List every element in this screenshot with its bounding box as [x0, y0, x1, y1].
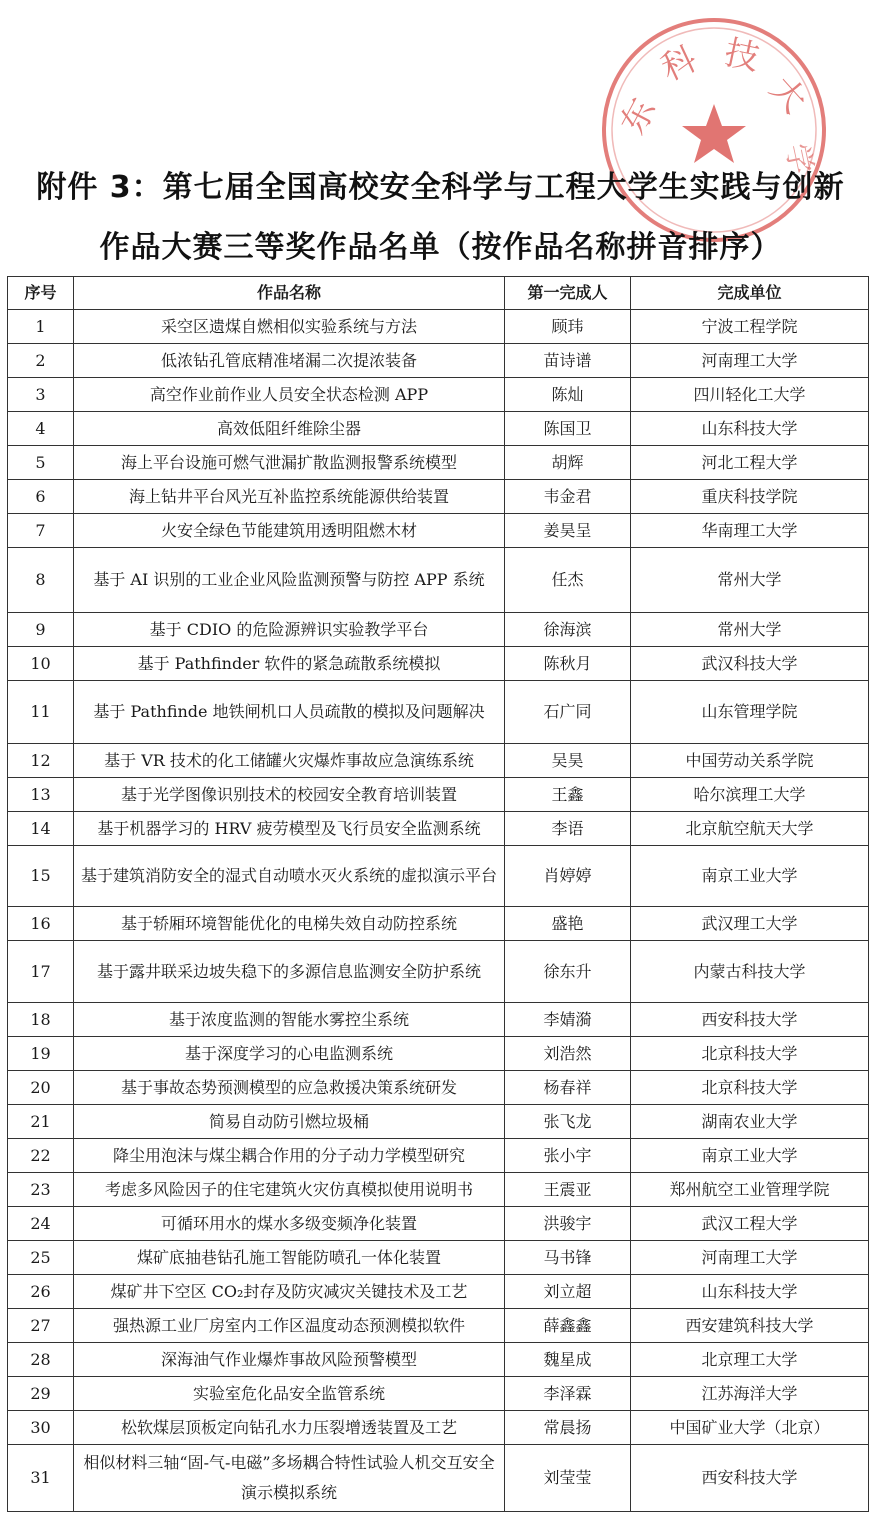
row-unit: 常州大学: [631, 548, 869, 613]
row-index: 3: [8, 378, 74, 412]
row-unit: 华南理工大学: [631, 514, 869, 548]
row-index: 12: [8, 744, 74, 778]
table-row: [8, 378, 869, 412]
row-work-name: 基于浓度监测的智能水雾控尘系统: [74, 1003, 505, 1037]
header-first-author: 第一完成人: [505, 277, 631, 310]
row-work-name: 低浓钻孔管底精准堵漏二次提浓装备: [74, 344, 505, 378]
table-row: [8, 1377, 869, 1411]
row-first-author: 李婧漪: [505, 1003, 631, 1037]
row-index: 6: [8, 480, 74, 514]
row-first-author: 姜昊呈: [505, 514, 631, 548]
row-first-author: 徐东升: [505, 941, 631, 1003]
row-work-name: 基于建筑消防安全的湿式自动喷水灭火系统的虚拟演示平台: [74, 846, 505, 907]
row-first-author: 王鑫: [505, 778, 631, 812]
row-index: 13: [8, 778, 74, 812]
row-work-name: 降尘用泡沫与煤尘耦合作用的分子动力学模型研究: [74, 1139, 505, 1173]
table-row: [8, 1275, 869, 1309]
table-row: [8, 907, 869, 941]
table-row: [8, 1037, 869, 1071]
table-row: [8, 846, 869, 907]
svg-text:科: 科: [655, 38, 703, 90]
header-work-name: 作品名称: [74, 277, 505, 310]
row-work-name: 基于光学图像识别技术的校园安全教育培训装置: [74, 778, 505, 812]
row-first-author: 任杰: [505, 548, 631, 613]
row-index: 16: [8, 907, 74, 941]
table-row: [8, 1445, 869, 1512]
row-first-author: 刘浩然: [505, 1037, 631, 1071]
row-work-name: 相似材料三轴“固-气-电磁”多场耦合特性试验人机交互安全演示模拟系统: [74, 1445, 505, 1512]
row-first-author: 洪骏宇: [505, 1207, 631, 1241]
table-row: [8, 941, 869, 1003]
row-first-author: 马书锋: [505, 1241, 631, 1275]
table-row: [8, 744, 869, 778]
table-row: [8, 1207, 869, 1241]
row-index: 20: [8, 1071, 74, 1105]
row-first-author: 张小宇: [505, 1139, 631, 1173]
row-work-name: 采空区遗煤自燃相似实验系统与方法: [74, 310, 505, 344]
row-work-name: 海上钻井平台风光互补监控系统能源供给装置: [74, 480, 505, 514]
svg-text:大: 大: [761, 68, 815, 121]
row-unit: 宁波工程学院: [631, 310, 869, 344]
row-work-name: 煤矿井下空区 CO₂封存及防灾减灾关键技术及工艺: [74, 1275, 505, 1309]
row-first-author: 陈国卫: [505, 412, 631, 446]
row-first-author: 李泽霖: [505, 1377, 631, 1411]
document-title-line-1: 附件 3：第七届全国高校安全科学与工程大学生实践与创新: [36, 170, 845, 205]
table-row: [8, 344, 869, 378]
table-row: [8, 1411, 869, 1445]
row-work-name: 基于 VR 技术的化工储罐火灾爆炸事故应急演练系统: [74, 744, 505, 778]
table-row: [8, 514, 869, 548]
row-work-name: 可循环用水的煤水多级变频净化装置: [74, 1207, 505, 1241]
row-work-name: 基于深度学习的心电监测系统: [74, 1037, 505, 1071]
row-index: 8: [8, 548, 74, 613]
row-index: 18: [8, 1003, 74, 1037]
row-unit: 西安建筑科技大学: [631, 1309, 869, 1343]
row-work-name: 松软煤层顶板定向钻孔水力压裂增透装置及工艺: [74, 1411, 505, 1445]
row-index: 1: [8, 310, 74, 344]
row-first-author: 苗诗谱: [505, 344, 631, 378]
svg-text:学: 学: [778, 140, 819, 178]
row-first-author: 魏星成: [505, 1343, 631, 1377]
row-unit: 北京航空航天大学: [631, 812, 869, 846]
row-unit: 郑州航空工业管理学院: [631, 1173, 869, 1207]
row-first-author: 薛鑫鑫: [505, 1309, 631, 1343]
row-index: 23: [8, 1173, 74, 1207]
row-work-name: 基于机器学习的 HRV 疲劳模型及飞行员安全监测系统: [74, 812, 505, 846]
row-unit: 山东管理学院: [631, 681, 869, 744]
row-index: 24: [8, 1207, 74, 1241]
table-row: [8, 548, 869, 613]
header-unit: 完成单位: [631, 277, 869, 310]
row-index: 28: [8, 1343, 74, 1377]
row-first-author: 韦金君: [505, 480, 631, 514]
row-unit: 中国劳动关系学院: [631, 744, 869, 778]
document-title-line-2: 作品大赛三等奖作品名单（按作品名称拼音排序）: [99, 230, 782, 265]
row-unit: 南京工业大学: [631, 846, 869, 907]
row-unit: 江苏海洋大学: [631, 1377, 869, 1411]
table-row: [8, 1003, 869, 1037]
row-work-name: 高空作业前作业人员安全状态检测 APP: [74, 378, 505, 412]
row-work-name: 基于露井联采边坡失稳下的多源信息监测安全防护系统: [74, 941, 505, 1003]
row-work-name: 海上平台设施可燃气泄漏扩散监测报警系统模型: [74, 446, 505, 480]
table-row: [8, 1173, 869, 1207]
row-first-author: 石广同: [505, 681, 631, 744]
table-row: [8, 681, 869, 744]
row-first-author: 刘莹莹: [505, 1445, 631, 1512]
row-index: 2: [8, 344, 74, 378]
row-first-author: 陈秋月: [505, 647, 631, 681]
table-row: [8, 1139, 869, 1173]
header-index: 序号: [8, 277, 74, 310]
row-index: 7: [8, 514, 74, 548]
row-first-author: 胡辉: [505, 446, 631, 480]
row-work-name: 基于 Pathfinder 软件的紧急疏散系统模拟: [74, 647, 505, 681]
row-index: 15: [8, 846, 74, 907]
row-unit: 北京理工大学: [631, 1343, 869, 1377]
row-first-author: 肖婷婷: [505, 846, 631, 907]
row-first-author: 陈灿: [505, 378, 631, 412]
table-row: [8, 310, 869, 344]
row-unit: 山东科技大学: [631, 412, 869, 446]
table-row: [8, 1241, 869, 1275]
row-work-name: 基于 Pathfinde 地铁闸机口人员疏散的模拟及问题解决: [74, 681, 505, 744]
row-work-name: 火安全绿色节能建筑用透明阻燃木材: [74, 514, 505, 548]
row-unit: 重庆科技学院: [631, 480, 869, 514]
row-work-name: 高效低阻纤维除尘器: [74, 412, 505, 446]
row-unit: 湖南农业大学: [631, 1105, 869, 1139]
svg-text:技: 技: [720, 32, 763, 79]
row-work-name: 煤矿底抽巷钻孔施工智能防喷孔一体化装置: [74, 1241, 505, 1275]
row-work-name: 强热源工业厂房室内工作区温度动态预测模拟软件: [74, 1309, 505, 1343]
row-first-author: 刘立超: [505, 1275, 631, 1309]
table-row: [8, 446, 869, 480]
row-work-name: 基于轿厢环境智能优化的电梯失效自动防控系统: [74, 907, 505, 941]
row-unit: 河南理工大学: [631, 344, 869, 378]
seal-star-icon: [682, 104, 746, 163]
row-index: 9: [8, 613, 74, 647]
table-row: [8, 778, 869, 812]
row-index: 26: [8, 1275, 74, 1309]
row-index: 29: [8, 1377, 74, 1411]
table-row: [8, 613, 869, 647]
table-header-row: [8, 277, 869, 310]
table-row: [8, 412, 869, 446]
official-seal: [598, 14, 830, 246]
row-unit: 北京科技大学: [631, 1071, 869, 1105]
table-row: [8, 480, 869, 514]
row-work-name: 基于 AI 识别的工业企业风险监测预警与防控 APP 系统: [74, 548, 505, 613]
row-unit: 西安科技大学: [631, 1445, 869, 1512]
row-first-author: 盛艳: [505, 907, 631, 941]
row-index: 11: [8, 681, 74, 744]
row-index: 4: [8, 412, 74, 446]
row-first-author: 张飞龙: [505, 1105, 631, 1139]
row-work-name: 基于 CDIO 的危险源辨识实验教学平台: [74, 613, 505, 647]
row-unit: 中国矿业大学（北京）: [631, 1411, 869, 1445]
row-unit: 河南理工大学: [631, 1241, 869, 1275]
row-first-author: 徐海滨: [505, 613, 631, 647]
svg-text:东: 东: [612, 92, 665, 141]
table-row: [8, 1309, 869, 1343]
row-unit: 山东科技大学: [631, 1275, 869, 1309]
table-row: [8, 647, 869, 681]
table-row: [8, 1071, 869, 1105]
row-unit: 内蒙古科技大学: [631, 941, 869, 1003]
table-row: [8, 1343, 869, 1377]
row-work-name: 简易自动防引燃垃圾桶: [74, 1105, 505, 1139]
row-unit: 武汉科技大学: [631, 647, 869, 681]
row-unit: 西安科技大学: [631, 1003, 869, 1037]
row-unit: 南京工业大学: [631, 1139, 869, 1173]
row-index: 31: [8, 1445, 74, 1512]
row-work-name: 实验室危化品安全监管系统: [74, 1377, 505, 1411]
row-work-name: 考虑多风险因子的住宅建筑火灾仿真模拟使用说明书: [74, 1173, 505, 1207]
row-first-author: 李语: [505, 812, 631, 846]
row-unit: 常州大学: [631, 613, 869, 647]
row-unit: 河北工程大学: [631, 446, 869, 480]
row-index: 17: [8, 941, 74, 1003]
row-unit: 四川轻化工大学: [631, 378, 869, 412]
row-index: 22: [8, 1139, 74, 1173]
row-first-author: 吴昊: [505, 744, 631, 778]
table-row: [8, 1105, 869, 1139]
row-first-author: 常晨扬: [505, 1411, 631, 1445]
row-unit: 武汉理工大学: [631, 907, 869, 941]
award-list-table: [7, 276, 869, 1512]
row-work-name: 深海油气作业爆炸事故风险预警模型: [74, 1343, 505, 1377]
row-first-author: 王震亚: [505, 1173, 631, 1207]
row-index: 19: [8, 1037, 74, 1071]
row-first-author: 顾玮: [505, 310, 631, 344]
row-unit: 北京科技大学: [631, 1037, 869, 1071]
row-index: 30: [8, 1411, 74, 1445]
row-index: 5: [8, 446, 74, 480]
row-unit: 哈尔滨理工大学: [631, 778, 869, 812]
row-index: 14: [8, 812, 74, 846]
row-index: 10: [8, 647, 74, 681]
table-row: [8, 812, 869, 846]
row-unit: 武汉工程大学: [631, 1207, 869, 1241]
row-first-author: 杨春祥: [505, 1071, 631, 1105]
row-work-name: 基于事故态势预测模型的应急救援决策系统研发: [74, 1071, 505, 1105]
row-index: 27: [8, 1309, 74, 1343]
row-index: 25: [8, 1241, 74, 1275]
row-index: 21: [8, 1105, 74, 1139]
